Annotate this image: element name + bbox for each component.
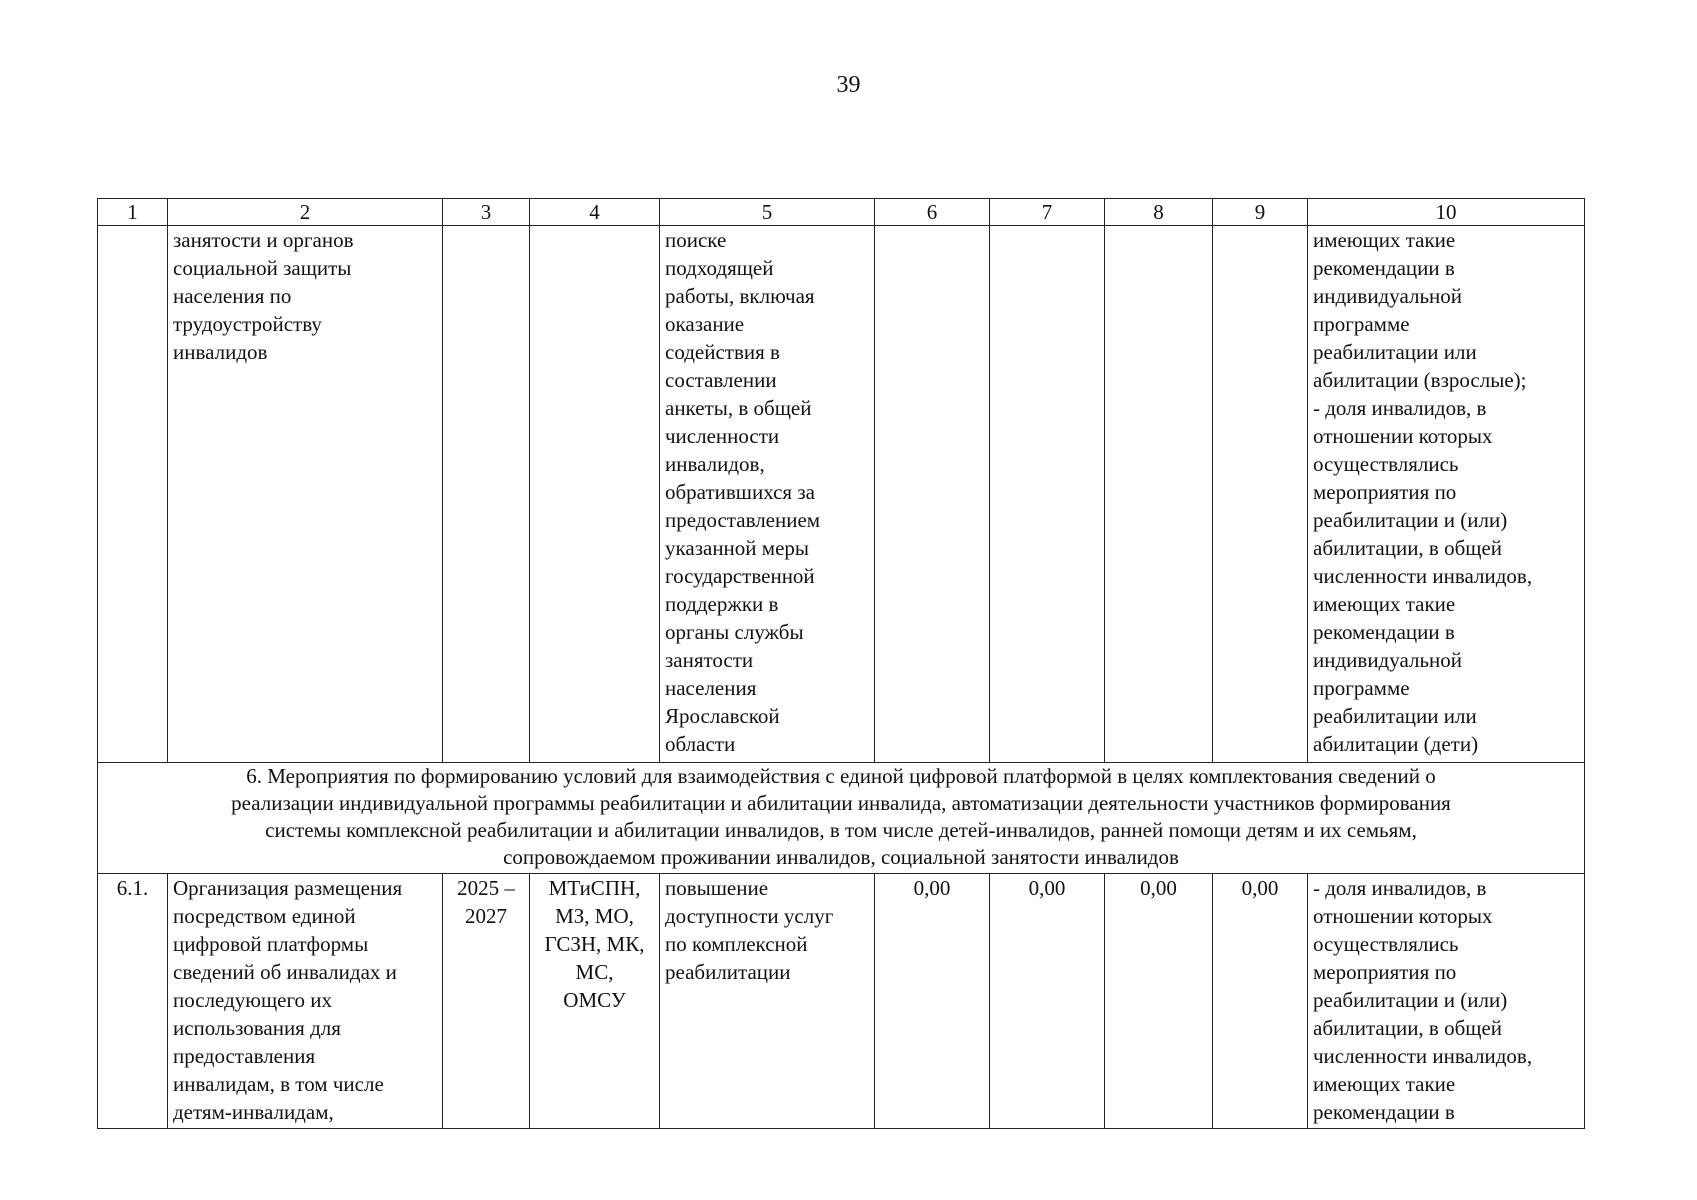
result-cell: поиске подходящей работы, включая оказание содействия в составлении анкеты, в общей численности инвалидов, обратившихся за предоставлением указанной меры государственной поддержки в органы службы занятости населения Ярославской области — [660, 226, 875, 763]
column-number: 8 — [1105, 199, 1213, 226]
column-number: 9 — [1213, 199, 1308, 226]
funding-cell — [990, 226, 1105, 763]
funding-cell: 0,00 — [990, 874, 1105, 1129]
period-cell: 2025 – 2027 — [443, 874, 530, 1129]
section-heading: 6. Мероприятия по формированию условий для взаимодействия с единой цифровой платформой в целях комплектования сведений о реализации индивидуальной программы реабилитации и абилитации инвалида, автоматизации деятельности участников формирования системы комплексной реабилитации и абилитации инвалидов, в том числе детей-инвалидов, ранней помощи детям и их семьям, сопровождаемом проживании инвалидов, социальной занятости инвалидов — [98, 763, 1585, 874]
column-number: 4 — [530, 199, 660, 226]
table-row — [98, 874, 1585, 1129]
indicator-cell: имеющих такие рекомендации в индивидуальной программе реабилитации или абилитации (взрослые); - доля инвалидов, в отношении которых осуществлялись мероприятия по реабилитации и (или) абилитации, в общей численности инвалидов, имеющих такие рекомендации в индивидуальной программе реабилитации или абилитации (дети) — [1308, 226, 1585, 763]
executor-cell: МТиСПН, МЗ, МО, ГСЗН, МК, МС, ОМСУ — [530, 874, 660, 1129]
measure-name-cell: Организация размещения посредством единой цифровой платформы сведений об инвалидах и последующего их использования для предоставления инвалидам, в том числе детям-инвалидам, — [168, 874, 443, 1129]
program-table — [97, 198, 1585, 1129]
indicator-cell: - доля инвалидов, в отношении которых осуществлялись мероприятия по реабилитации и (или) абилитации, в общей численности инвалидов, имеющих такие рекомендации в — [1308, 874, 1585, 1129]
section-heading-row — [98, 763, 1585, 874]
funding-cell — [1213, 226, 1308, 763]
row-number-cell: 6.1. — [98, 874, 168, 1129]
result-cell: повышение доступности услуг по комплексной реабилитации — [660, 874, 875, 1129]
column-number: 1 — [98, 199, 168, 226]
period-cell — [443, 226, 530, 763]
page-number: 39 — [836, 72, 861, 98]
funding-cell — [1105, 226, 1213, 763]
column-number: 6 — [875, 199, 990, 226]
column-number: 7 — [990, 199, 1105, 226]
column-number: 5 — [660, 199, 875, 226]
column-number-row — [98, 199, 1585, 226]
funding-cell: 0,00 — [1213, 874, 1308, 1129]
funding-cell: 0,00 — [1105, 874, 1213, 1129]
column-number: 10 — [1308, 199, 1585, 226]
measure-name-cell: занятости и органов социальной защиты населения по трудоустройству инвалидов — [168, 226, 443, 763]
funding-cell — [875, 226, 990, 763]
funding-cell: 0,00 — [875, 874, 990, 1129]
column-number: 3 — [443, 199, 530, 226]
row-number-cell — [98, 226, 168, 763]
column-number: 2 — [168, 199, 443, 226]
table-row — [98, 226, 1585, 763]
executor-cell — [530, 226, 660, 763]
